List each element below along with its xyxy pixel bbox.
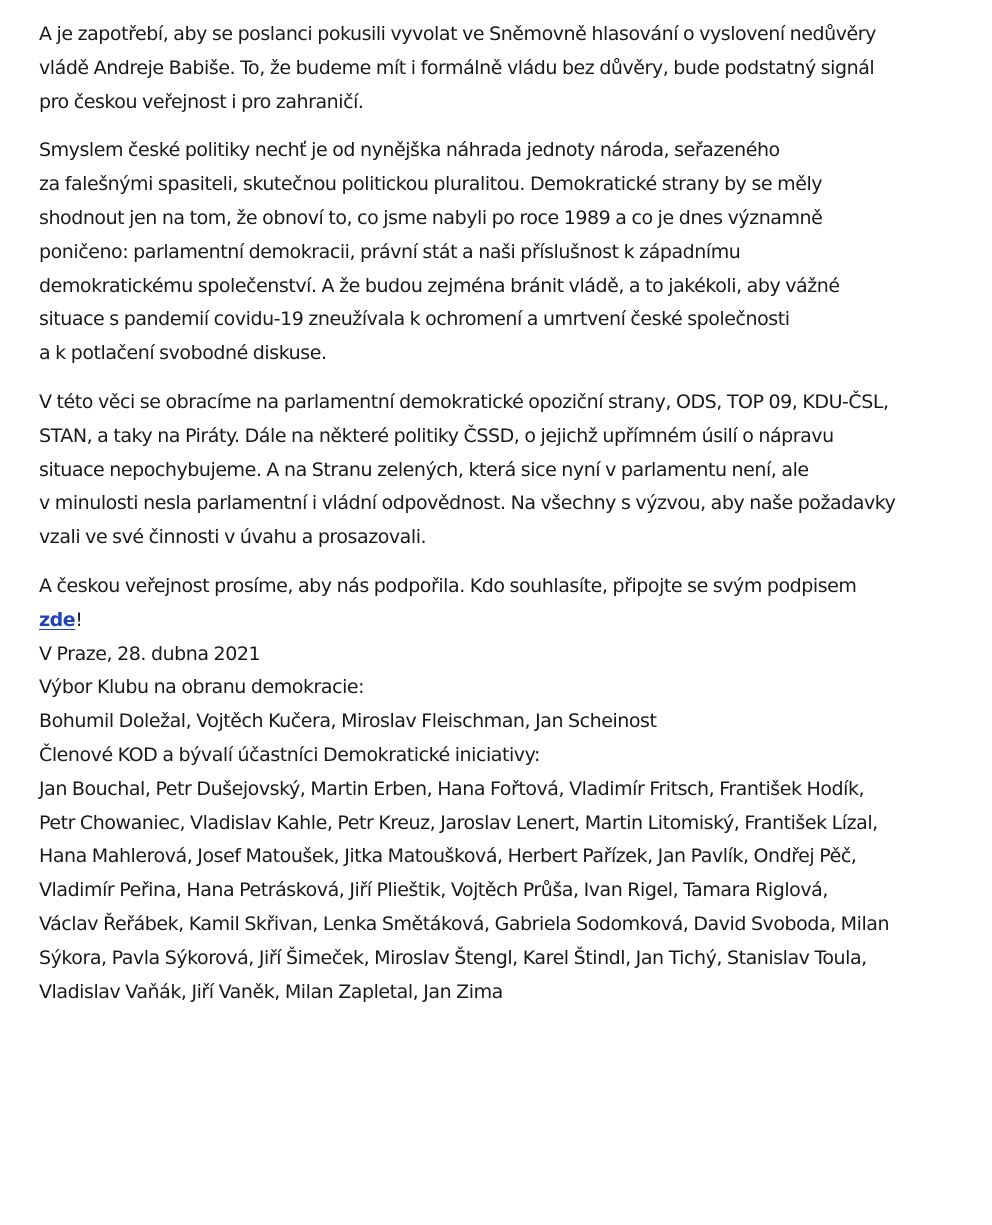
text-line: A českou veřejnost prosíme, aby nás podpořila. Kdo souhlasíte, připojte se svým podpisem [39, 574, 857, 597]
text-line: vzali ve své činnosti v úvahu a prosazovali. [39, 526, 427, 549]
text-line: pro českou veřejnost i pro zahraničí. [39, 90, 364, 113]
paragraph-political-plurality [39, 134, 959, 371]
paragraph-opposition-parties [39, 386, 959, 555]
member-signatures [39, 739, 959, 1009]
text-line: Smyslem české politiky nechť je od nynějška náhrada jednoty národa, seřazeného [39, 139, 780, 162]
sign-petition-link[interactable]: zde [39, 608, 76, 631]
paragraph-public-appeal [39, 570, 959, 638]
members-heading: Členové KOD a bývalí účastníci Demokratické iniciativy: [39, 743, 540, 766]
exclamation-mark: ! [75, 608, 83, 631]
members-line: Václav Řeřábek, Kamil Skřivan, Lenka Smětáková, Gabriela Sodomková, David Svoboda, Milan [39, 912, 890, 935]
committee-names: Bohumil Doležal, Vojtěch Kučera, Miroslav Fleischman, Jan Scheinost [39, 710, 657, 733]
text-line: STAN, a taky na Piráty. Dále na některé politiky ČSSD, o jejichž upřímném úsilí o nápravu [39, 424, 834, 447]
paragraph-no-confidence-vote [39, 18, 959, 119]
committee-signatures [39, 671, 959, 739]
members-line: Hana Mahlerová, Josef Matoušek, Jitka Matoušková, Herbert Pařízek, Jan Pavlík, Ondřej Pěč, [39, 845, 857, 868]
text-line: demokratickému společenství. A že budou zejména bránit vládě, a to jakékoli, aby vážné [39, 274, 840, 297]
text-line: situace nepochybujeme. A na Stranu zelených, která sice nyní v parlamentu není, ale [39, 458, 809, 481]
text-line: za falešnými spasiteli, skutečnou politickou pluralitou. Demokratické strany by se měly [39, 173, 823, 196]
text-line: poničeno: parlamentní demokracii, právní stát a naši příslušnost k západnímu [39, 240, 741, 263]
members-line: Petr Chowaniec, Vladislav Kahle, Petr Kreuz, Jaroslav Lenert, Martin Litomiský, František Lízal, [39, 811, 878, 834]
text-line: a k potlačení svobodné diskuse. [39, 342, 327, 365]
members-line: Vladislav Vaňák, Jiří Vaněk, Milan Zapletal, Jan Zima [39, 980, 503, 1003]
committee-heading: Výbor Klubu na obranu demokracie: [39, 676, 365, 699]
members-line: Vladimír Peřina, Hana Petrásková, Jiří Plieštik, Vojtěch Průša, Ivan Rigel, Tamara Riglová, [39, 879, 828, 902]
members-line: Sýkora, Pavla Sýkorová, Jiří Šimeček, Miroslav Štengl, Karel Štindl, Jan Tichý, Stanislav Toula, [39, 946, 867, 969]
text-line [39, 604, 959, 638]
date-text: V Praze, 28. dubna 2021 [39, 642, 261, 665]
members-line: Jan Bouchal, Petr Dušejovský, Martin Erben, Hana Fořtová, Vladimír Fritsch, František Hodík, [39, 777, 865, 800]
text-line: shodnout jen na tom, že obnoví to, co jsme nabyli po roce 1989 a co je dnes významně [39, 206, 823, 229]
text-line: A je zapotřebí, aby se poslanci pokusili vyvolat ve Sněmovně hlasování o vyslovení nedůvěry [39, 23, 876, 45]
text-line: vládě Andreje Babiše. To, že budeme mít i formálně vládu bez důvěry, bude podstatný signál [39, 56, 875, 79]
date-line [39, 638, 959, 672]
document-body [39, 18, 959, 1009]
text-line: situace s pandemií covidu-19 zneužívala k ochromení a umrtvení české společnosti [39, 308, 790, 331]
text-line: V této věci se obracíme na parlamentní demokratické opoziční strany, ODS, TOP 09, KDU-ČSL, [39, 390, 889, 413]
text-line: v minulosti nesla parlamentní i vládní odpovědnost. Na všechny s výzvou, aby naše požadavky [39, 492, 896, 515]
